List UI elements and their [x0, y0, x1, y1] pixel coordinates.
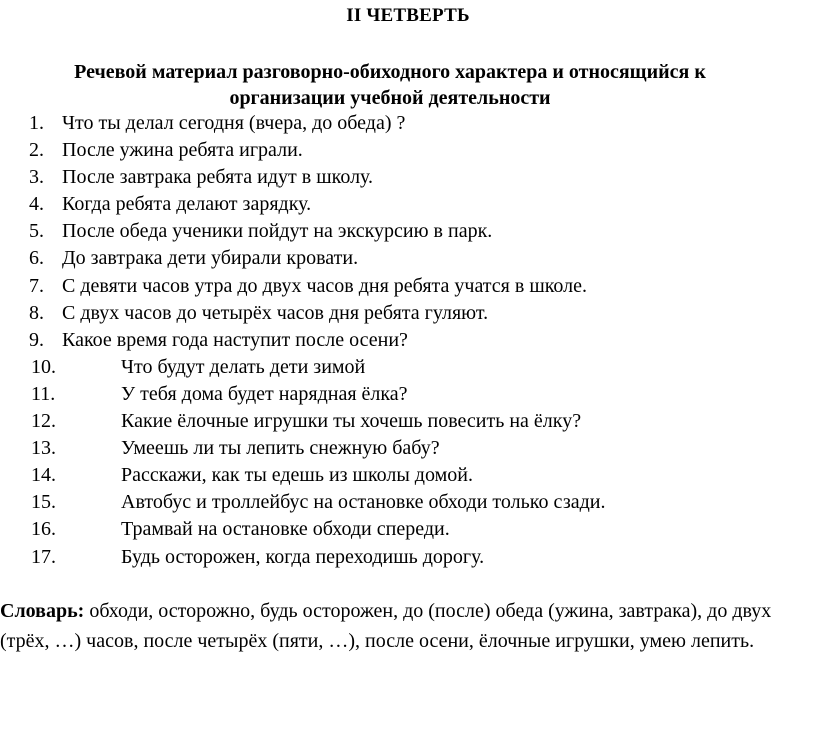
list-item-number: 2.: [29, 139, 44, 162]
list-item: [0, 544, 816, 571]
list-item-text: Какое время года наступит после осени?: [62, 328, 408, 351]
list-item-text: Автобус и троллейбус на остановке обходи только сзади.: [121, 491, 606, 514]
section-heading-line-2: организации учебной деятельности: [229, 87, 551, 109]
list-item-text: Будь осторожен, когда переходишь дорогу.: [121, 545, 485, 568]
list-item: [0, 137, 816, 164]
list-item-number: 14.: [31, 464, 56, 487]
list-item-text: Трамвай на остановке обходи спереди.: [121, 518, 450, 541]
list-item-number: 11.: [31, 382, 56, 405]
vocabulary-label: Словарь:: [0, 600, 85, 622]
list-item-text: У тебя дома будет нарядная ёлка?: [121, 382, 408, 405]
list-item: [0, 516, 816, 543]
list-item: [0, 435, 816, 462]
section-heading: [0, 59, 780, 111]
list-item: [0, 273, 816, 300]
list-item-text: Расскажи, как ты едешь из школы домой.: [121, 464, 473, 487]
list-item-text: С девяти часов утра до двух часов дня ребята учатся в школе.: [62, 274, 588, 297]
list-item-number: 7.: [29, 274, 44, 297]
list-item-number: 10.: [31, 355, 56, 378]
list-item: [0, 489, 816, 516]
vocabulary-paragraph: [0, 596, 790, 656]
vocabulary-text: обходи, осторожно, будь осторожен, до (после) обеда (ужина, завтрака), до двух (трёх, …) часов, после четырёх (пяти, …), после осени, ёлочные игрушки, умею лепить.: [0, 600, 772, 652]
list-item: [0, 462, 816, 489]
list-item-text: Что будут делать дети зимой: [121, 355, 366, 378]
list-item: [0, 191, 816, 218]
list-item-text: До завтрака дети убирали кровати.: [62, 247, 359, 270]
list-item-number: 6.: [29, 247, 44, 270]
list-item: [0, 300, 816, 327]
list-item-text: Что ты делал сегодня (вчера, до обеда) ?: [62, 112, 406, 134]
list-item-text: После завтрака ребята идут в школу.: [62, 166, 374, 189]
list-item: [0, 354, 816, 381]
list-item-number: 4.: [29, 193, 44, 216]
list-item: [0, 381, 816, 408]
list-item: [0, 218, 816, 245]
section-heading-line-1: Речевой материал разговорно-обиходного характера и относящийся к: [74, 61, 706, 83]
list-item-number: 13.: [31, 437, 56, 460]
list-item: [0, 110, 816, 137]
page-title: II ЧЕТВЕРТЬ: [346, 5, 470, 26]
list-item: [0, 164, 816, 191]
list-item-number: 16.: [31, 518, 56, 541]
list-item-number: 1.: [29, 112, 44, 134]
list-item-text: После обеда ученики пойдут на экскурсию в парк.: [62, 220, 493, 243]
list-item-text: С двух часов до четырёх часов дня ребята гуляют.: [62, 301, 489, 324]
list-item: [0, 327, 816, 354]
list-item: [0, 245, 816, 272]
list-item-text: Умеешь ли ты лепить снежную бабу?: [121, 437, 440, 460]
list-item-text: Какие ёлочные игрушки ты хочешь повесить на ёлку?: [121, 410, 582, 433]
list-item-text: Когда ребята делают зарядку.: [62, 193, 312, 216]
list-item-number: 3.: [29, 166, 44, 189]
phrase-list: [0, 110, 816, 571]
list-item-number: 9.: [29, 328, 44, 351]
list-item: [0, 408, 816, 435]
list-item-number: 5.: [29, 220, 44, 243]
list-item-number: 12.: [31, 410, 56, 433]
list-item-text: После ужина ребята играли.: [62, 139, 303, 162]
list-item-number: 17.: [31, 545, 56, 568]
list-item-number: 15.: [31, 491, 56, 514]
list-item-number: 8.: [29, 301, 44, 324]
